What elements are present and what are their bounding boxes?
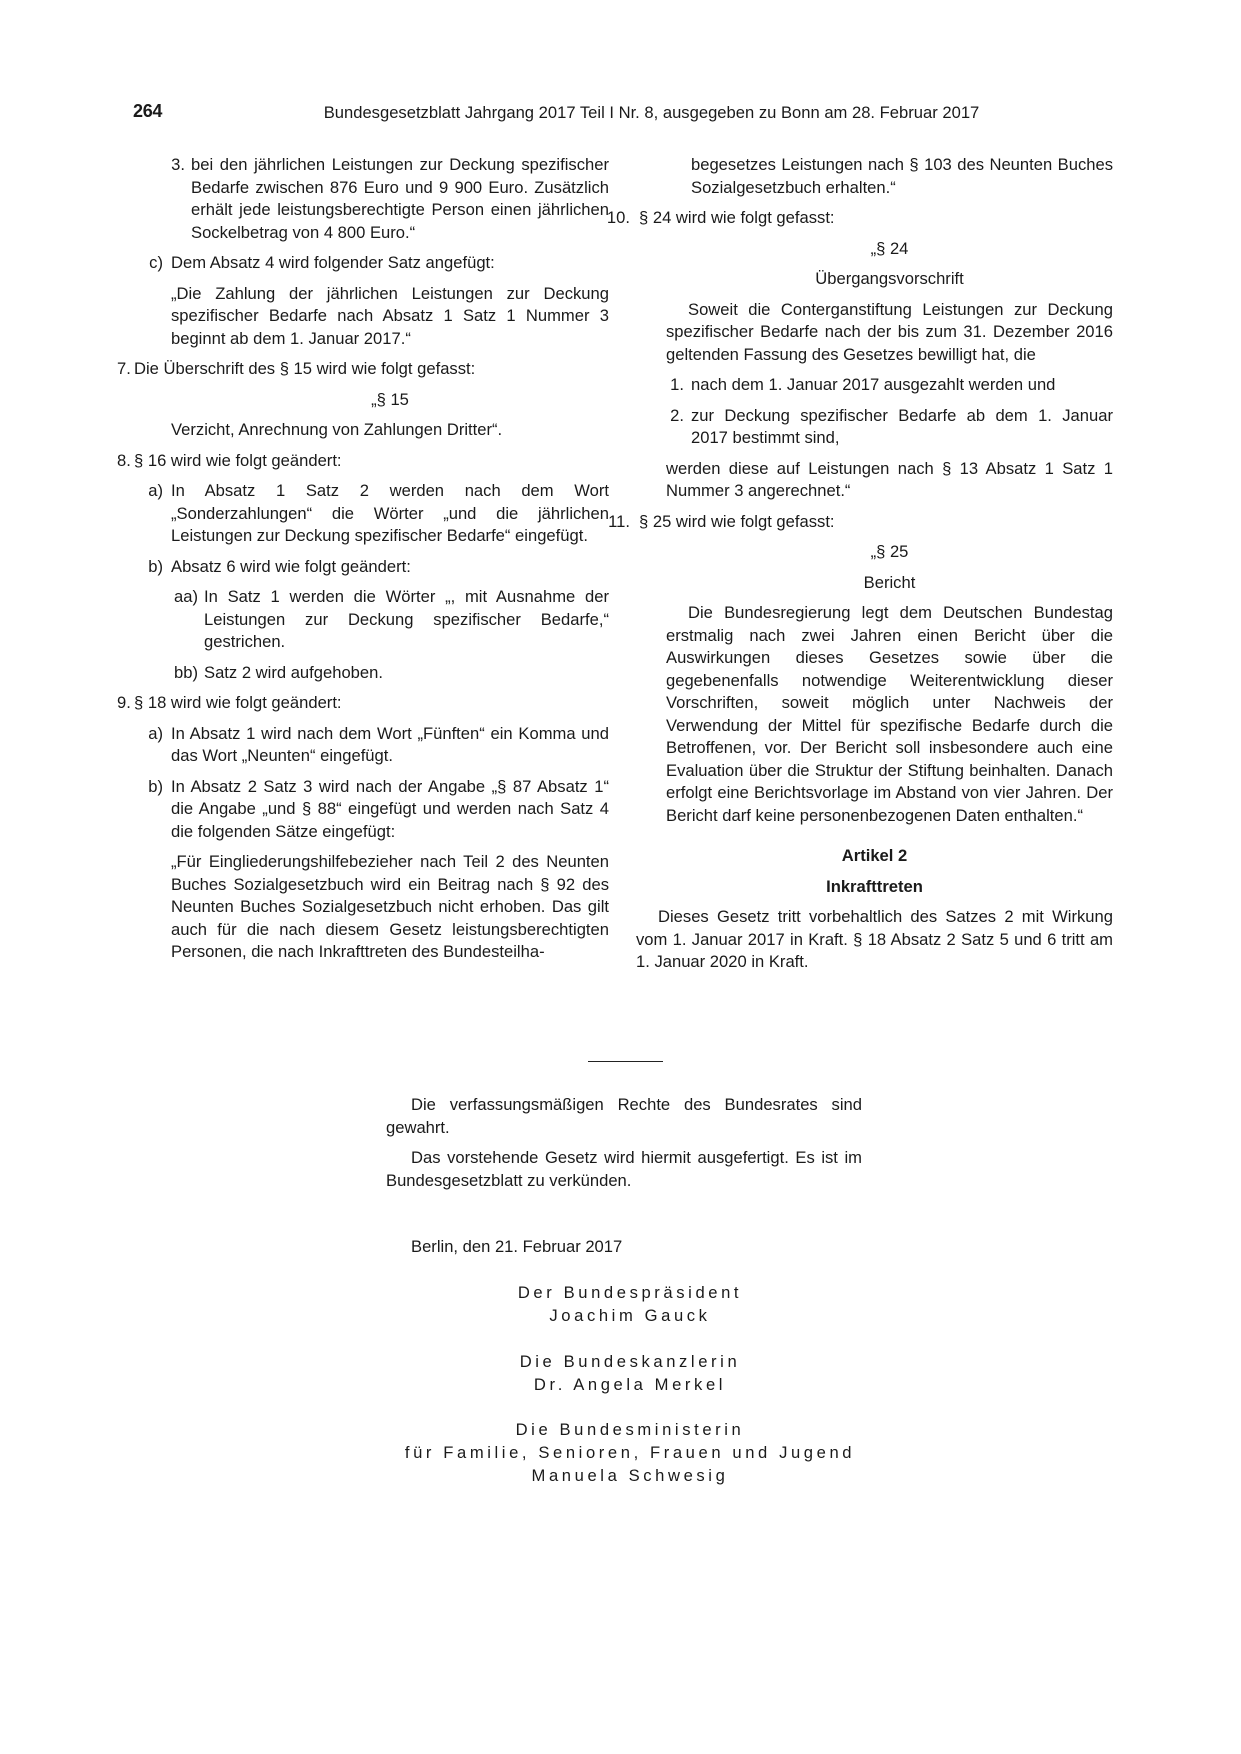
article-subtitle: Inkrafttreten [826,876,923,896]
list-text: nach dem 1. Januar 2017 ausgezahlt werden und [691,375,1056,394]
section-heading: Übergangsvorschrift [815,269,964,288]
list-item-8b-aa [133,586,609,654]
list-text: § 25 wird wie folgt gefasst: [639,511,835,531]
list-label: 3. [171,155,185,174]
list-text: § 16 wird wie folgt geändert: [134,450,342,470]
closing-paragraph: Das vorstehende Gesetz wird hiermit ausgefertigt. Es ist im Bundesgesetzblatt zu verkünden. [386,1148,862,1190]
list-item-9a [133,723,609,768]
list-text: § 18 wird wie folgt geändert: [134,693,342,712]
list-item-10 [606,207,1113,230]
list-label: aa) [174,587,198,606]
left-column [117,154,609,972]
list-label: 11. [608,511,630,531]
list-text: In Satz 1 werden die Wörter „, mit Ausnahme der Leistungen zur Deckung spezifischer Bedarfe,“ gestrichen. [204,587,609,651]
list-text: § 24 wird wie folgt gefasst: [639,208,835,227]
list-text: Absatz 6 wird wie folgt geändert: [171,556,411,576]
right-column [606,154,1113,982]
list-label: 1. [670,375,684,394]
list-label: a) [148,723,163,743]
list-label: 9. [117,693,131,712]
list-text: In Absatz 1 wird nach dem Wort „Fünften“ ein Komma und das Wort „Neunten“ eingefügt. [171,723,609,765]
list-label: b) [148,776,163,796]
list-item-3 [133,154,609,244]
section-body: Die Bundesregierung legt dem Deutschen Bundestag erstmalig nach zwei Jahren einen Bericht über die Auswirkungen dieses Gesetzes sowie über die gegebenenfalls notwendige Weiterentwicklung dieser Vorschriften, soweit möglich unter Nachweis der Verwendung der Mittel für spezifische Bedarfe durch die Betroffenen, vor. Der Bericht soll insbesondere auch eine Evaluation über die Struktur der Stiftung beinhalten. Danach erfolgt eine Berichtsvorlage im Abstand von vier Jahren. Der Bericht darf keine personenbezogenen Daten enthalten.“ [666,603,1113,825]
list-item-11 [606,511,1113,534]
section-heading: Bericht [863,572,916,592]
section-number: „§ 24 [870,238,909,258]
list-label: c) [149,253,163,272]
list-text: In Absatz 2 Satz 3 wird nach der Angabe „§ 87 Absatz 1“ die Angabe „und § 88“ eingefügt und werden nach Satz 4 die folgenden Sätze eingefügt: [171,776,609,841]
signature-name: Manuela Schwesig [531,1466,729,1485]
section-number: „§ 25 [870,542,909,561]
running-head: Bundesgesetzblatt Jahrgang 2017 Teil I Nr. 8, ausgegeben zu Bonn am 28. Februar 2017 [323,103,980,122]
signature-name: Joachim Gauck [549,1306,711,1325]
list-item-c [133,252,609,275]
signature-title: Die Bundeskanzlerin [519,1352,741,1371]
section-body-tail: werden diese auf Leistungen nach § 13 Absatz 1 Satz 1 Nummer 3 angerechnet.“ [666,458,1113,500]
list-label: bb) [174,662,198,682]
signature-title: Die Bundesministerin [515,1420,745,1439]
quote-paragraph: „Die Zahlung der jährlichen Leistungen zur Deckung spezifischer Bedarfe nach Absatz 1 Satz 1 Nummer 3 beginnt ab dem 1. Januar 2017.“ [171,283,609,348]
section-body: Soweit die Conterganstiftung Leistungen zur Deckung spezifischer Bedarfe nach der bis zum 31. Dezember 2016 geltenden Fassung des Gesetzes bewilligt hat, die [666,299,1113,364]
quote-paragraph: „Für Eingliederungshilfebezieher nach Teil 2 des Neunten Buches Sozialgesetzbuch wird ein Beitrag nach § 92 des Neunten Buches Sozialgesetzbuch nicht erhoben. Das gilt auch für die nach diesem Gesetz leistungsberechtigten Personen, die nach Inkrafttreten des Bundesteilha- [171,852,609,961]
list-label: a) [148,481,163,500]
continuation-paragraph: begesetzes Leistungen nach § 103 des Neunten Buches Sozialgesetzbuch erhalten.“ [691,155,1113,197]
list-text: Dem Absatz 4 wird folgender Satz angefügt: [171,253,495,272]
closing-block [386,1094,862,1200]
closing-paragraph: Die verfassungsmäßigen Rechte des Bundesrates sind gewahrt. [386,1095,862,1137]
divider [588,1061,663,1062]
signing-date: Berlin, den 21. Februar 2017 [411,1237,623,1256]
section-heading: Verzicht, Anrechnung von Zahlungen Dritter“. [171,420,503,439]
list-text: Satz 2 wird aufgehoben. [204,662,383,682]
list-item-8b [133,556,609,579]
article-body: Dieses Gesetz tritt vorbehaltlich des Satzes 2 mit Wirkung vom 1. Januar 2017 in Kraft. § 18 Absatz 2 Satz 5 und 6 tritt am 1. Januar 2020 in Kraft. [636,907,1113,971]
list-item-10-1 [636,374,1113,397]
list-text: Die Überschrift des § 15 wird wie folgt gefasst: [134,359,476,378]
list-text: bei den jährlichen Leistungen zur Deckung spezifischer Bedarfe zwischen 876 Euro und 9 900 Euro. Zusätzlich erhält jede leistungsberechtigte Person einen jährlichen Sockelbetrag von 4 800 Euro.“ [191,155,609,242]
list-item-10-2 [636,405,1113,450]
signature-subtitle: für Familie, Senioren, Frauen und Jugend [404,1443,856,1462]
list-text: In Absatz 1 Satz 2 werden nach dem Wort „Sonderzahlungen“ die Wörter „und die jährlichen Leistungen zur Deckung spezifischer Bedarfe“ eingefügt. [171,481,609,545]
list-label: b) [148,556,163,576]
signature-name: Dr. Angela Merkel [533,1375,727,1394]
page-number: 264 [133,101,163,121]
list-label: 7. [117,359,131,378]
list-item-8 [117,450,609,473]
list-item-9 [117,692,609,715]
list-label: 10. [606,208,630,227]
list-label: 2. [670,405,684,425]
list-label: 8. [117,450,131,470]
signature-title: Der Bundespräsident [517,1283,743,1302]
article-title: Artikel 2 [841,846,908,865]
list-text: zur Deckung spezifischer Bedarfe ab dem 1. Januar 2017 bestimmt sind, [691,405,1113,447]
list-item-9b [133,776,609,844]
list-item-7 [117,358,609,381]
section-number: „§ 15 [371,389,409,409]
list-item-8a [133,480,609,548]
list-item-8b-bb [133,662,609,685]
